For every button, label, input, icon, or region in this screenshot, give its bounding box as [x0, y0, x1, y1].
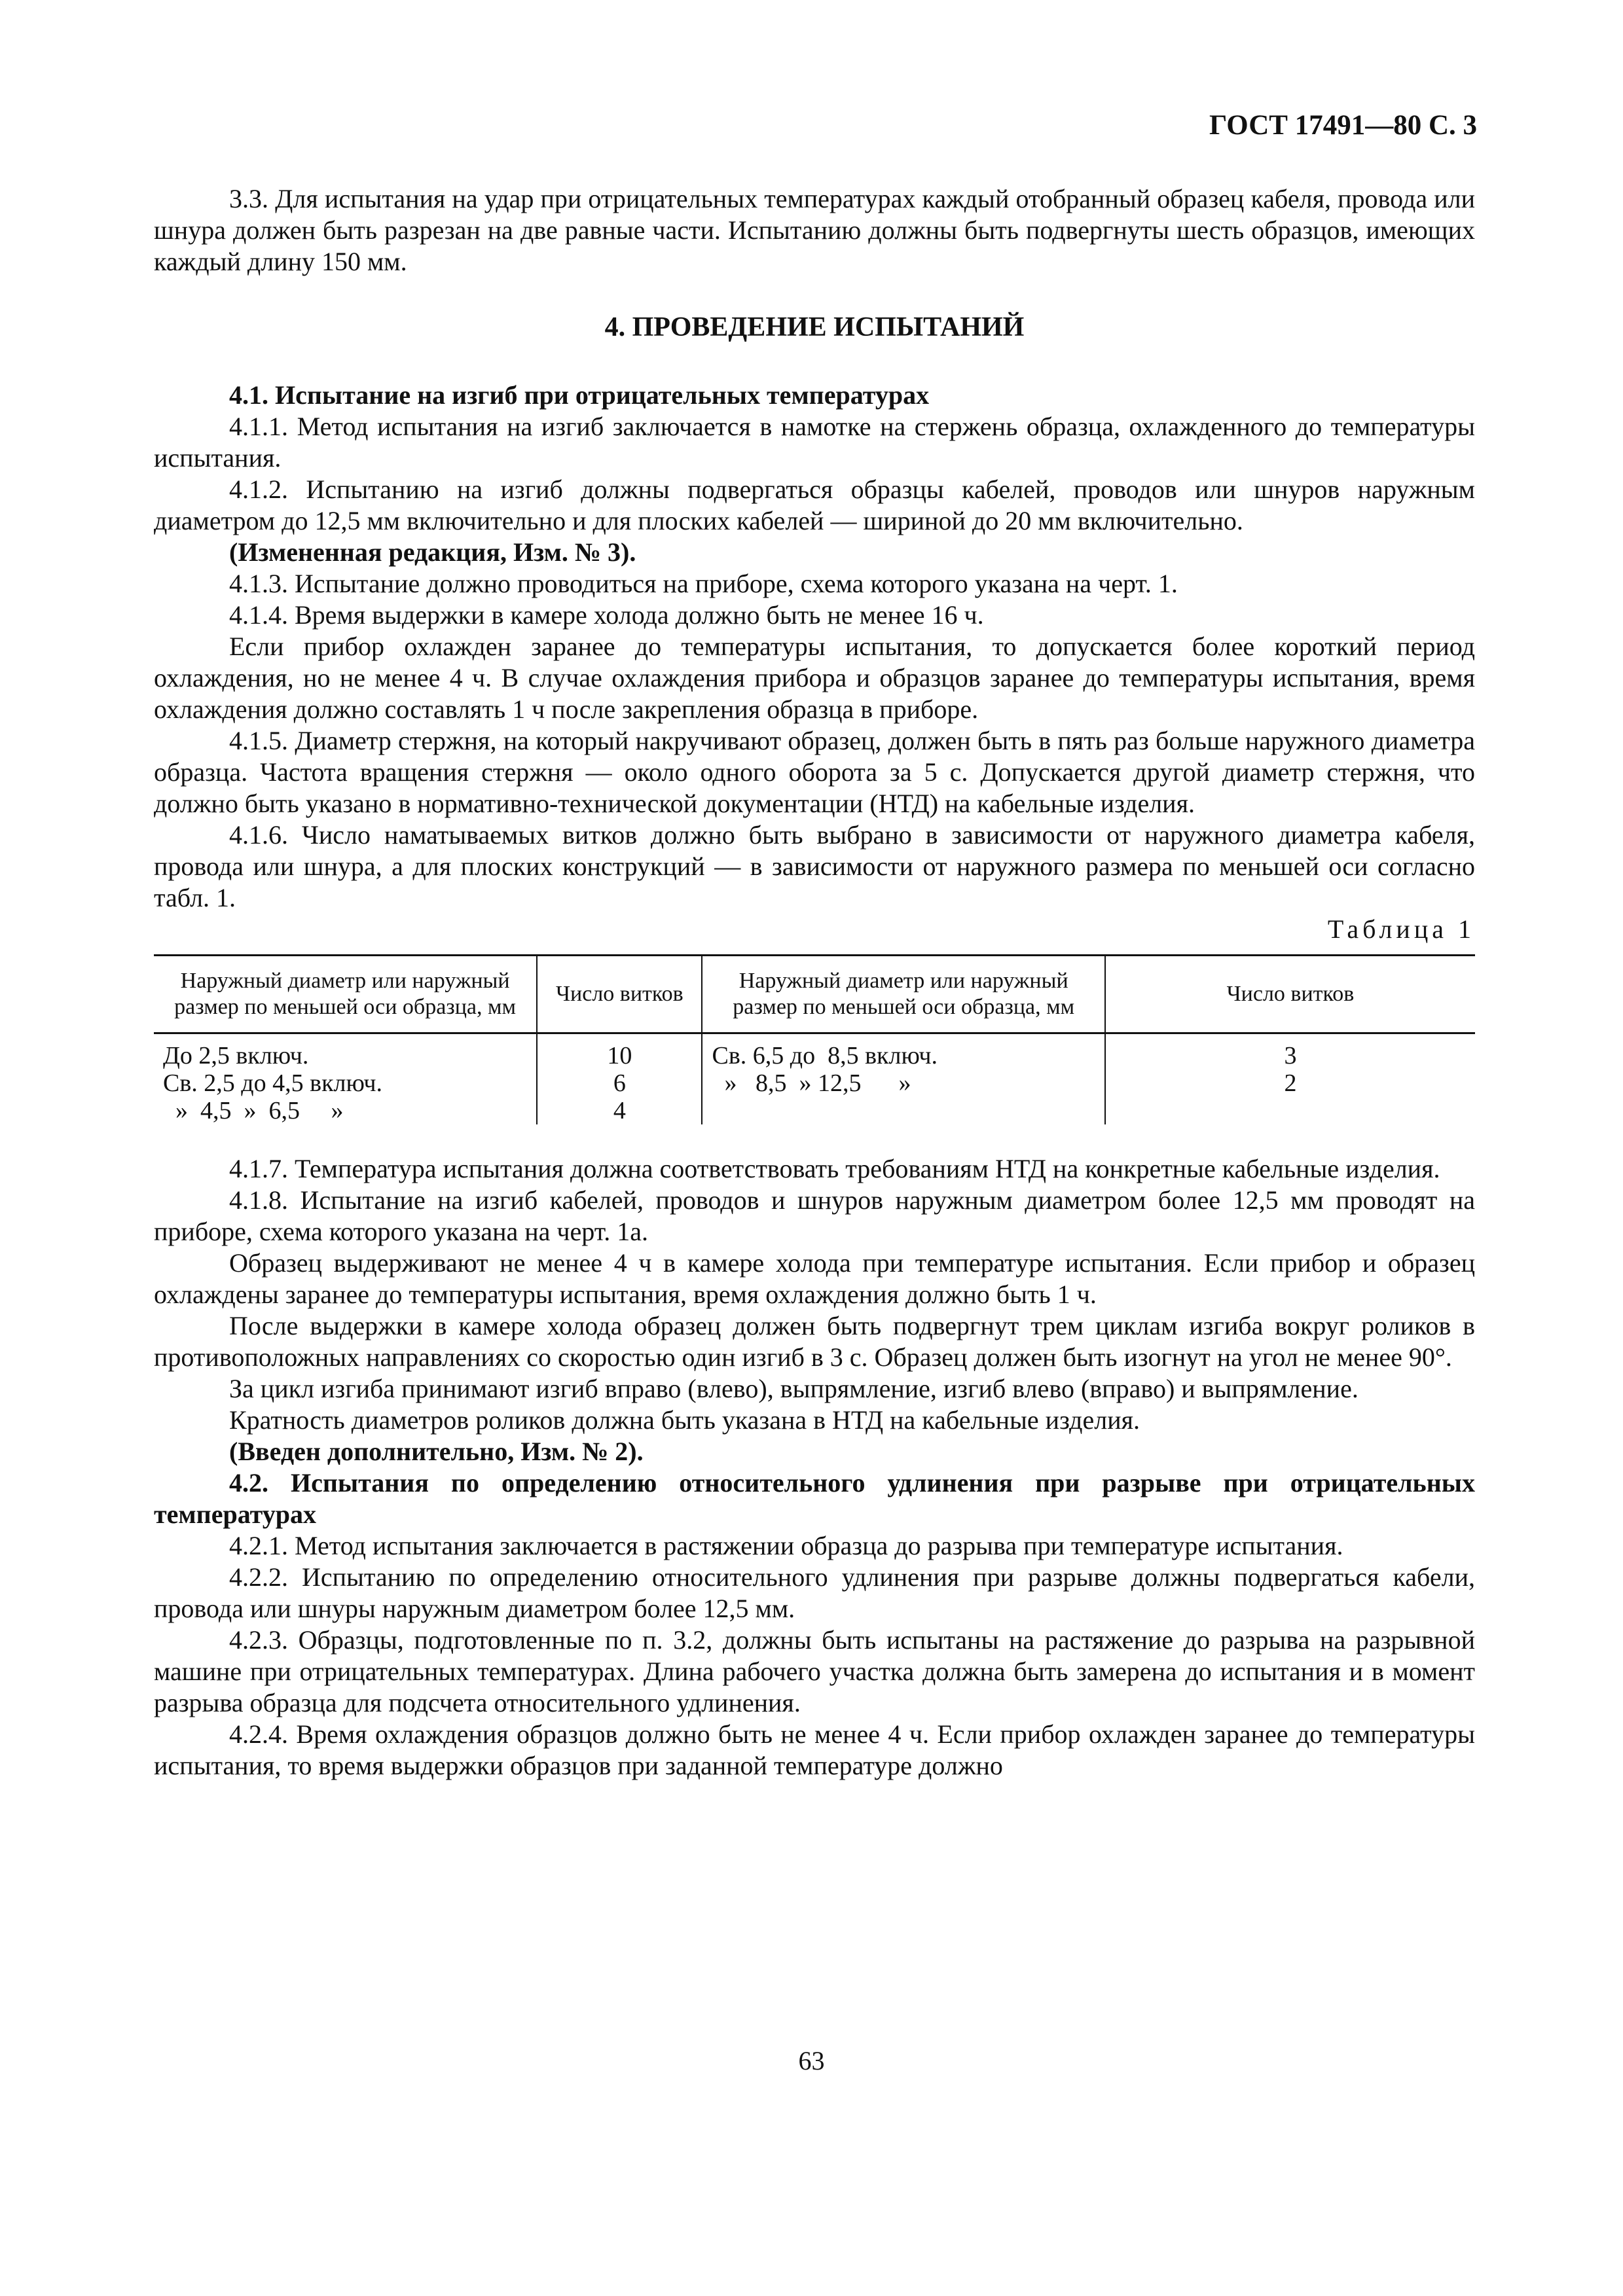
paragraph-4-1-8-d: За цикл изгиба принимают изгиб вправо (влево), выпрямление, изгиб влево (вправо) и выпрямление. — [229, 1374, 1359, 1403]
turns-value: 4 — [613, 1097, 626, 1124]
table-header-cell: Число витков — [537, 956, 702, 1033]
table-header-row — [154, 956, 1475, 1033]
amendment-note: (Введен дополнительно, Изм. № 2). — [229, 1437, 644, 1466]
paragraph-4-1-4-continued: Если прибор охлажден заранее до температуры испытания, то допускается более короткий период охлаждения, но не менее 4 ч. В случае охлаждения прибора и образцов заранее до температуры испытания, время охлаждения должно составлять 1 ч после закрепления образца в приборе. — [154, 632, 1475, 724]
paragraph-4-1-8-c: После выдержки в камере холода образец должен быть подвергнут трем циклам изгиба вокруг роликов в противоположных направлениях со скоростью один изгиб в 3 с. Образец должен быть изогнут на угол не менее 90°. — [154, 1311, 1475, 1372]
page-header: ГОСТ 17491—80 С. 3 — [1209, 110, 1477, 141]
table-1 — [154, 954, 1475, 1124]
table-header-cell: Наружный диаметр или наружный размер по меньшей оси образца, мм — [154, 956, 537, 1033]
range-value: » 8,5 » 12,5 » — [712, 1069, 911, 1097]
table-header-cell: Число витков — [1105, 956, 1475, 1033]
paragraph-4-2-4: 4.2.4. Время охлаждения образцов должно быть не менее 4 ч. Если прибор охлажден заранее до температуры испытания, то время выдержки образцов при заданной температуре должно — [154, 1719, 1475, 1780]
paragraph-4-1-4: 4.1.4. Время выдержки в камере холода должно быть не менее 16 ч. — [229, 600, 984, 630]
page-content — [154, 183, 1475, 1782]
paragraph-4-1-6: 4.1.6. Число наматываемых витков должно быть выбрано в зависимости от наружного диаметра кабеля, провода или шнура, а для плоских конструкций — в зависимости от наружного размера по меньшей оси согласно табл. 1. — [154, 820, 1475, 912]
paragraph-4-2-1: 4.2.1. Метод испытания заключается в растяжении образца до разрыва при температуре испытания. — [229, 1531, 1343, 1560]
table-cell — [537, 1033, 702, 1125]
paragraph-3-3: 3.3. Для испытания на удар при отрицательных температурах каждый отобранный образец кабеля, провода или шнура должен быть разрезан на две равные части. Испытанию должны быть подвергнуты шесть образцов, имеющих каждый длину 150 мм. — [154, 184, 1475, 276]
paragraph-4-1-2: 4.1.2. Испытанию на изгиб должны подвергаться образцы кабелей, проводов или шнуров наружным диаметром до 12,5 мм включительно и для плоских кабелей — шириной до 20 мм включительно. — [154, 475, 1475, 535]
paragraph-4-1-1: 4.1.1. Метод испытания на изгиб заключается в намотке на стержень образца, охлажденного до температуры испытания. — [154, 412, 1475, 473]
range-value: » 4,5 » 6,5 » — [163, 1097, 344, 1124]
range-value: Св. 6,5 до 8,5 включ. — [712, 1042, 938, 1069]
table-caption: Таблица 1 — [1327, 914, 1475, 944]
paragraph-4-1-8-b: Образец выдерживают не менее 4 ч в камере холода при температуре испытания. Если прибор и образец охлаждены заранее до температуры испытания, время охлаждения должно быть 1 ч. — [154, 1248, 1475, 1309]
page-number: 63 — [798, 2046, 825, 2075]
turns-value: 3 — [1284, 1042, 1297, 1069]
range-value: До 2,5 включ. — [163, 1042, 309, 1069]
paragraph-4-1-3: 4.1.3. Испытание должно проводиться на приборе, схема которого указана на черт. 1. — [229, 569, 1178, 598]
table-cell — [1105, 1033, 1475, 1125]
turns-value: 10 — [607, 1042, 632, 1069]
table-cell — [702, 1033, 1104, 1125]
table-header-cell: Наружный диаметр или наружный размер по меньшей оси образца, мм — [702, 956, 1104, 1033]
table-cell — [154, 1033, 537, 1125]
range-value: Св. 2,5 до 4,5 включ. — [163, 1069, 383, 1097]
turns-value: 2 — [1284, 1069, 1297, 1097]
paragraph-4-1-7: 4.1.7. Температура испытания должна соответствовать требованиям НТД на конкретные кабельные изделия. — [229, 1154, 1440, 1183]
section-heading-4: 4. ПРОВЕДЕНИЕ ИСПЫТАНИЙ — [604, 312, 1025, 342]
table-row — [154, 1033, 1475, 1125]
paragraph-4-1-5: 4.1.5. Диаметр стержня, на который накручивают образец, должен быть в пять раз больше наружного диаметра образца. Частота вращения стержня — около одного оборота за 5 с. Допускается другой диаметр стержня, что должно быть указано в нормативно-технической документации (НТД) на кабельные изделия. — [154, 726, 1475, 818]
paragraph-4-2-3: 4.2.3. Образцы, подготовленные по п. 3.2, должны быть испытаны на растяжение до разрыва на разрывной машине при отрицательных температурах. Длина рабочего участка должна быть замерена до испытания и в момент разрыва образца для подсчета относительного удлинения. — [154, 1625, 1475, 1717]
paragraph-4-1-8: 4.1.8. Испытание на изгиб кабелей, проводов и шнуров наружным диаметром более 12,5 мм проводят на приборе, схема которого указана на черт. 1а. — [154, 1185, 1475, 1246]
amendment-note: (Измененная редакция, Изм. № 3). — [229, 537, 636, 567]
paragraph-4-2-2: 4.2.2. Испытанию по определению относительного удлинения при разрыве должны подвергаться кабели, провода или шнуры наружным диаметром более 12,5 мм. — [154, 1562, 1475, 1623]
paragraph-4-1-8-e: Кратность диаметров роликов должна быть указана в НТД на кабельные изделия. — [229, 1405, 1140, 1435]
subsection-heading-4-2: 4.2. Испытания по определению относительного удлинения при разрыве при отрицательных температурах — [154, 1468, 1475, 1529]
turns-value: 6 — [613, 1069, 626, 1097]
subsection-heading-4-1: 4.1. Испытание на изгиб при отрицательных температурах — [229, 380, 930, 410]
